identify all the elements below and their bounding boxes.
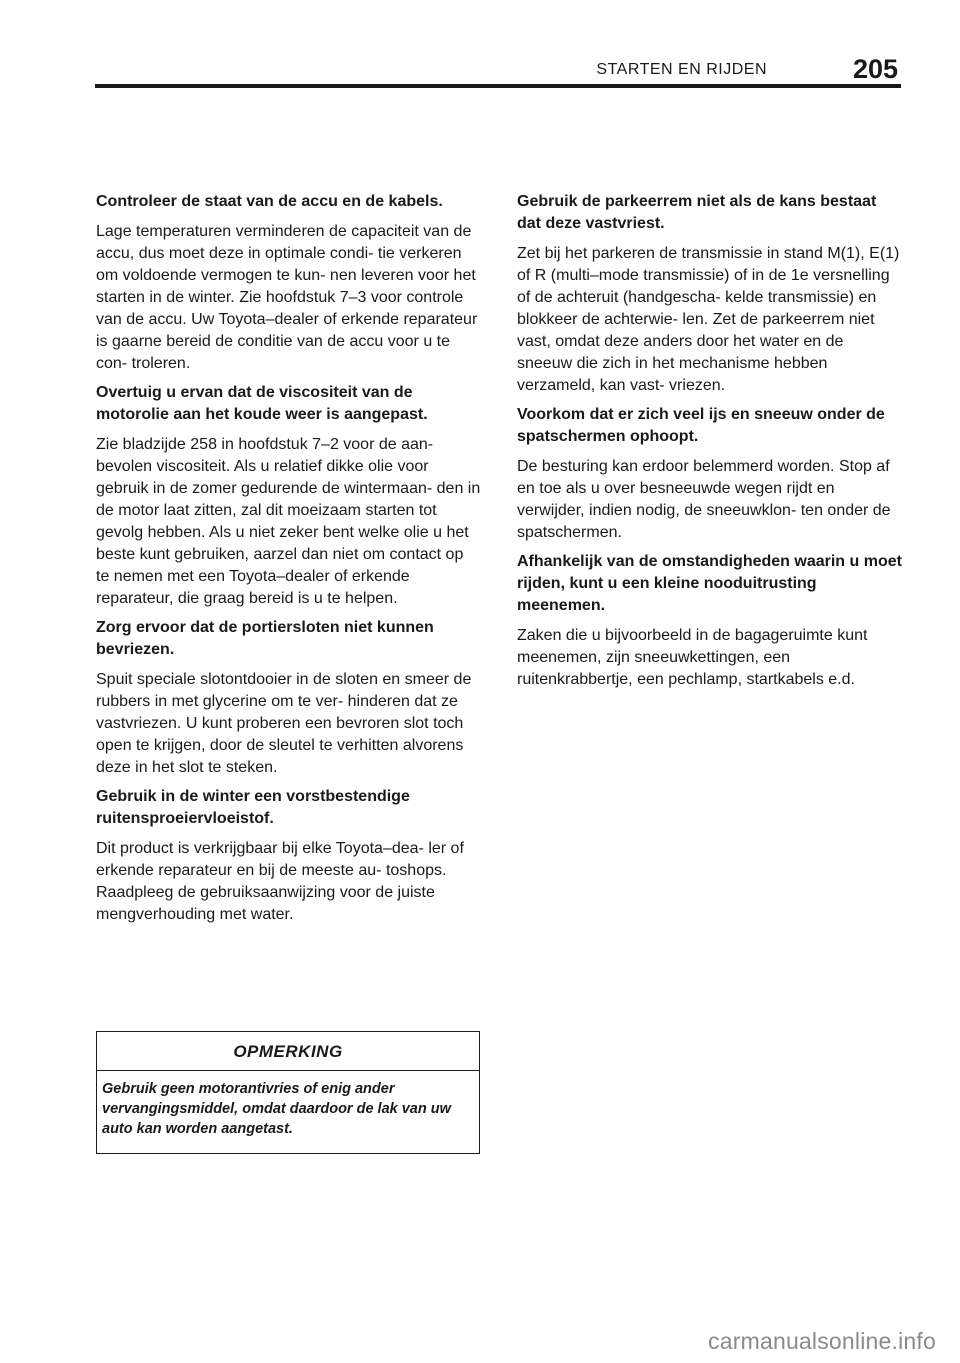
section-heading: Afhankelijk van de omstandigheden waarin u moet rijden, kunt u een kleine nooduitrusting meenemen.	[517, 553, 902, 614]
note-box	[96, 1031, 480, 1154]
header-title: STARTEN EN RIJDEN	[596, 61, 767, 78]
right-column	[517, 191, 902, 698]
section-door-locks	[96, 617, 481, 779]
section-fenders	[517, 404, 902, 544]
header-rule	[95, 84, 901, 88]
left-column	[96, 191, 481, 933]
section-body: De besturing kan erdoor belemmerd worden. Stop af en toe als u over besneeuwde wegen rijdt en verwijder, indien nodig, de sneeuwklon- ten onder de spatschermen.	[517, 458, 891, 541]
section-body: Lage temperaturen verminderen de capaciteit van de accu, dus moet deze in optimale condi- tie verkeren om voldoende vermogen te kun- nen leveren voor het starten in de winter. Zie hoofdstuk 7–3 voor controle van de accu. Uw Toyota–dealer of erkende reparateur is gaarne bereid de conditie van de accu voor u te con- troleren.	[96, 223, 478, 372]
note-text: Gebruik geen motorantivries of enig ander vervangingsmiddel, omdat daardoor de lak van uw auto kan worden aangetast.	[102, 1081, 451, 1137]
section-body: Zaken die u bijvoorbeeld in de bagageruimte kunt meenemen, zijn sneeuwkettingen, een ruitenkrabbertje, een pechlamp, startkabels e.d.	[517, 627, 868, 688]
section-washer-fluid	[96, 786, 481, 926]
section-body: Zie bladzijde 258 in hoofdstuk 7–2 voor de aan- bevolen viscositeit. Als u relatief dikke olie voor gebruik in de zomer gedurende de wintermaan- den in de motor laat zitten, zal dit moeizaam starten tot gevolg hebben. Als u niet zeker bent welke olie u het beste kunt gebruiken, aarzel dan niet om contact op te nemen met een Toyota–dealer of erkende reparateur, die graag bereid is u te helpen.	[96, 436, 481, 607]
section-emergency-kit	[517, 551, 902, 691]
section-heading: Overtuig u ervan dat de viscositeit van de motorolie aan het koude weer is aangepast.	[96, 384, 428, 423]
section-heading: Controleer de staat van de accu en de kabels.	[96, 193, 443, 210]
section-body: Zet bij het parkeren de transmissie in stand M(1), E(1) of R (multi–mode transmissie) of in de 1e versnelling of de achteruit (handgescha- kelde transmissie) en blokkeer de achterwie- len. Zet de parkeerrem niet vast, omdat deze anders door het water en de sneeuw die zich in het mechanisme hebben verzameld, kan vast- vriezen.	[517, 245, 900, 394]
note-title: OPMERKING	[233, 1042, 343, 1061]
section-body: Spuit speciale slotontdooier in de sloten en smeer de rubbers in met glycerine om te ver- hinderen dat ze vastvriezen. U kunt proberen een bevroren slot toch open te krijgen, door de sleutel te verhitten alvorens deze in het slot te steken.	[96, 671, 472, 776]
section-battery	[96, 191, 481, 375]
section-body: Dit product is verkrijgbaar bij elke Toyota–dea- ler of erkende reparateur en bij de meeste au- toshops. Raadpleeg de gebruiksaanwijzing voor de juiste mengverhouding met water.	[96, 840, 464, 923]
section-heading: Gebruik de parkeerrem niet als de kans bestaat dat deze vastvriest.	[517, 193, 877, 232]
section-motor-oil	[96, 382, 481, 610]
watermark: carmanualsonline.info	[708, 1328, 936, 1354]
section-heading: Zorg ervoor dat de portiersloten niet kunnen bevriezen.	[96, 619, 434, 658]
note-divider	[97, 1070, 479, 1071]
section-heading: Voorkom dat er zich veel ijs en sneeuw onder de spatschermen ophoopt.	[517, 406, 885, 445]
section-parking-brake	[517, 191, 902, 397]
section-heading: Gebruik in de winter een vorstbestendige ruitensproeiervloeistof.	[96, 788, 410, 827]
page-number: 205	[852, 54, 898, 84]
